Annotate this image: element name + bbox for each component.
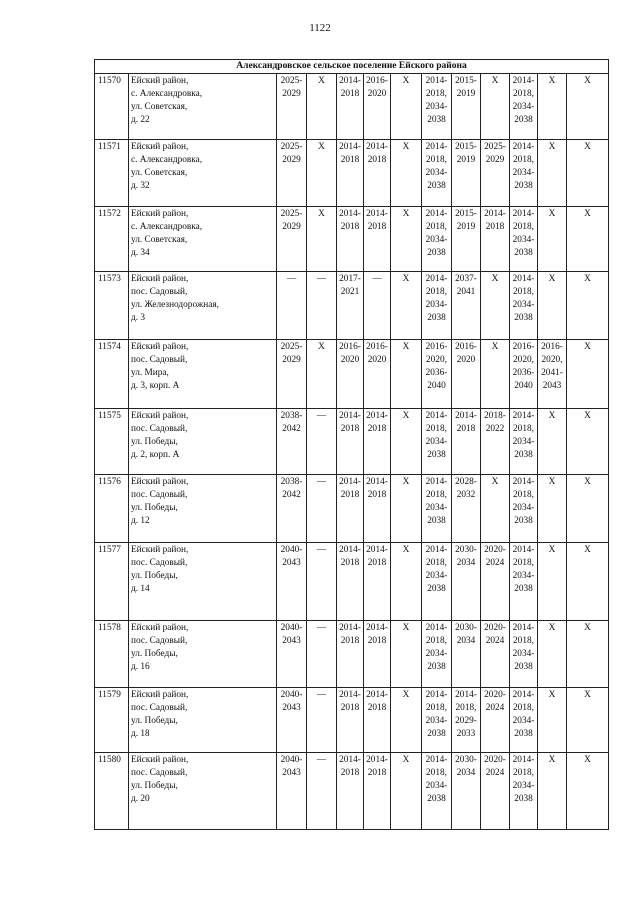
period-cell: 2038- 2042 <box>277 409 307 475</box>
period-cell: 2030- 2034 <box>452 621 481 688</box>
period-cell: X <box>567 74 609 140</box>
period-cell: 2014- 2018 <box>364 475 391 543</box>
period-cell: 2016- 2020, 2041- 2043 <box>538 340 567 409</box>
period-cell: — <box>307 621 337 688</box>
address-cell: Ейский район, пос. Садовый, ул. Победы, д. 2, корп. А <box>129 409 277 475</box>
period-cell: — <box>307 409 337 475</box>
period-cell: 2014- 2018, 2034- 2038 <box>510 621 538 688</box>
period-cell: 2014- 2018, 2034- 2038 <box>422 409 452 475</box>
period-cell: 2017- 2021 <box>337 272 364 340</box>
period-cell: 2014- 2018, 2034- 2038 <box>510 207 538 272</box>
period-cell: 2016- 2020, 2036- 2040 <box>422 340 452 409</box>
period-cell: 2016- 2020 <box>452 340 481 409</box>
period-cell: 2040- 2043 <box>277 688 307 753</box>
period-cell: 2016- 2020, 2036- 2040 <box>510 340 538 409</box>
period-cell: 2016- 2020 <box>337 340 364 409</box>
period-cell: X <box>567 409 609 475</box>
row-number: 11579 <box>95 688 129 753</box>
period-cell: 2014- 2018, 2034- 2038 <box>510 409 538 475</box>
row-number: 11570 <box>95 74 129 140</box>
period-cell: X <box>538 621 567 688</box>
period-cell: 2025- 2029 <box>277 207 307 272</box>
period-cell: — <box>307 272 337 340</box>
table-row <box>95 475 609 543</box>
period-cell: 2037- 2041 <box>452 272 481 340</box>
period-cell: 2014- 2018 <box>337 688 364 753</box>
row-number: 11577 <box>95 543 129 621</box>
period-cell: X <box>567 475 609 543</box>
period-cell: 2028- 2032 <box>452 475 481 543</box>
period-cell: 2020- 2024 <box>481 753 510 830</box>
period-cell: 2014- 2018 <box>364 688 391 753</box>
address-cell: Ейский район, пос. Садовый, ул. Победы, д. 12 <box>129 475 277 543</box>
period-cell: 2014- 2018 <box>364 140 391 207</box>
row-number: 11574 <box>95 340 129 409</box>
period-cell: 2014- 2018, 2034- 2038 <box>422 621 452 688</box>
period-cell: 2020- 2024 <box>481 621 510 688</box>
address-cell: Ейский район, пос. Садовый, ул. Железнодорожная, д. 3 <box>129 272 277 340</box>
period-cell: 2015- 2019 <box>452 74 481 140</box>
period-cell: X <box>567 340 609 409</box>
table-row <box>95 621 609 688</box>
period-cell: X <box>481 272 510 340</box>
period-cell: X <box>567 207 609 272</box>
period-cell: X <box>538 409 567 475</box>
period-cell: 2014- 2018 <box>364 207 391 272</box>
period-cell: X <box>307 140 337 207</box>
period-cell: 2038- 2042 <box>277 475 307 543</box>
table-row <box>95 340 609 409</box>
period-cell: 2014- 2018 <box>337 207 364 272</box>
period-cell: X <box>567 753 609 830</box>
period-cell: 2014- 2018, 2034- 2038 <box>510 74 538 140</box>
period-cell: 2014- 2018, 2034- 2038 <box>510 543 538 621</box>
table-row <box>95 409 609 475</box>
period-cell: X <box>538 688 567 753</box>
address-cell: Ейский район, с. Александровка, ул. Советская, д. 32 <box>129 140 277 207</box>
table-row <box>95 140 609 207</box>
period-cell: 2014- 2018, 2029- 2033 <box>452 688 481 753</box>
period-cell: X <box>538 475 567 543</box>
address-cell: Ейский район, пос. Садовый, ул. Победы, д. 18 <box>129 688 277 753</box>
period-cell: — <box>307 543 337 621</box>
period-cell: X <box>538 753 567 830</box>
period-cell: X <box>391 74 422 140</box>
row-number: 11572 <box>95 207 129 272</box>
period-cell: 2015- 2019 <box>452 207 481 272</box>
period-cell: 2016- 2020 <box>364 340 391 409</box>
period-cell: 2014- 2018 <box>452 409 481 475</box>
period-cell: 2025- 2029 <box>277 340 307 409</box>
period-cell: X <box>567 688 609 753</box>
period-cell: X <box>481 475 510 543</box>
period-cell: X <box>391 340 422 409</box>
section-title: Александровское сельское поселение Ейского района <box>95 60 609 74</box>
period-cell: — <box>307 753 337 830</box>
row-number: 11571 <box>95 140 129 207</box>
period-cell: X <box>391 475 422 543</box>
period-cell: 2030- 2034 <box>452 543 481 621</box>
period-cell: 2014- 2018 <box>364 409 391 475</box>
period-cell: 2014- 2018, 2034- 2038 <box>422 140 452 207</box>
row-number: 11573 <box>95 272 129 340</box>
period-cell: 2025- 2029 <box>277 74 307 140</box>
period-cell: 2014- 2018 <box>481 207 510 272</box>
period-cell: X <box>567 272 609 340</box>
period-cell: 2018- 2022 <box>481 409 510 475</box>
period-cell: 2014- 2018 <box>337 74 364 140</box>
period-cell: X <box>538 140 567 207</box>
period-cell: 2014- 2018, 2034- 2038 <box>422 753 452 830</box>
period-cell: X <box>391 753 422 830</box>
period-cell: X <box>391 140 422 207</box>
period-cell: 2016- 2020 <box>364 74 391 140</box>
period-cell: X <box>307 207 337 272</box>
period-cell: X <box>391 621 422 688</box>
period-cell: 2025- 2029 <box>277 140 307 207</box>
period-cell: 2014- 2018, 2034- 2038 <box>422 272 452 340</box>
address-cell: Ейский район, с. Александровка, ул. Советская, д. 22 <box>129 74 277 140</box>
period-cell: 2025- 2029 <box>481 140 510 207</box>
address-cell: Ейский район, пос. Садовый, ул. Победы, д. 20 <box>129 753 277 830</box>
capital-repair-schedule-table <box>94 59 609 830</box>
table-row <box>95 272 609 340</box>
page-number: 1122 <box>309 22 331 34</box>
period-cell: — <box>307 688 337 753</box>
period-cell: 2015- 2019 <box>452 140 481 207</box>
period-cell: 2014- 2018 <box>364 543 391 621</box>
period-cell: 2014- 2018, 2034- 2038 <box>422 74 452 140</box>
period-cell: X <box>567 140 609 207</box>
period-cell: 2040- 2043 <box>277 621 307 688</box>
row-number: 11580 <box>95 753 129 830</box>
period-cell: X <box>391 543 422 621</box>
period-cell: 2014- 2018, 2034- 2038 <box>510 475 538 543</box>
period-cell: 2014- 2018, 2034- 2038 <box>510 753 538 830</box>
period-cell: 2014- 2018, 2034- 2038 <box>422 688 452 753</box>
period-cell: 2014- 2018 <box>364 753 391 830</box>
period-cell: X <box>481 74 510 140</box>
period-cell: 2040- 2043 <box>277 543 307 621</box>
table-row <box>95 207 609 272</box>
period-cell: — <box>307 475 337 543</box>
period-cell: X <box>538 272 567 340</box>
address-cell: Ейский район, пос. Садовый, ул. Победы, д. 14 <box>129 543 277 621</box>
table-row <box>95 543 609 621</box>
period-cell: 2014- 2018, 2034- 2038 <box>422 543 452 621</box>
table-row <box>95 688 609 753</box>
period-cell: X <box>567 621 609 688</box>
period-cell: 2014- 2018 <box>337 543 364 621</box>
period-cell: 2014- 2018, 2034- 2038 <box>510 688 538 753</box>
period-cell: X <box>391 272 422 340</box>
address-cell: Ейский район, пос. Садовый, ул. Победы, д. 16 <box>129 621 277 688</box>
period-cell: 2014- 2018 <box>337 621 364 688</box>
period-cell: X <box>307 340 337 409</box>
period-cell: X <box>567 543 609 621</box>
period-cell: 2040- 2043 <box>277 753 307 830</box>
period-cell: X <box>391 409 422 475</box>
period-cell: 2014- 2018, 2034- 2038 <box>510 272 538 340</box>
period-cell: 2020- 2024 <box>481 688 510 753</box>
period-cell: 2014- 2018, 2034- 2038 <box>422 475 452 543</box>
row-number: 11575 <box>95 409 129 475</box>
period-cell: 2014- 2018, 2034- 2038 <box>510 140 538 207</box>
period-cell: 2014- 2018 <box>337 475 364 543</box>
period-cell: X <box>538 74 567 140</box>
period-cell: X <box>481 340 510 409</box>
period-cell: — <box>277 272 307 340</box>
period-cell: 2014- 2018 <box>337 140 364 207</box>
period-cell: X <box>307 74 337 140</box>
period-cell: 2014- 2018 <box>364 621 391 688</box>
period-cell: 2020- 2024 <box>481 543 510 621</box>
period-cell: X <box>391 207 422 272</box>
period-cell: 2030- 2034 <box>452 753 481 830</box>
row-number: 11578 <box>95 621 129 688</box>
period-cell: 2014- 2018 <box>337 409 364 475</box>
row-number: 11576 <box>95 475 129 543</box>
period-cell: X <box>391 688 422 753</box>
address-cell: Ейский район, с. Александровка, ул. Советская, д. 34 <box>129 207 277 272</box>
period-cell: 2014- 2018, 2034- 2038 <box>422 207 452 272</box>
period-cell: X <box>538 543 567 621</box>
period-cell: 2014- 2018 <box>337 753 364 830</box>
period-cell: — <box>364 272 391 340</box>
table-row <box>95 74 609 140</box>
table-row <box>95 753 609 830</box>
period-cell: X <box>538 207 567 272</box>
address-cell: Ейский район, пос. Садовый, ул. Мира, д. 3, корп. А <box>129 340 277 409</box>
